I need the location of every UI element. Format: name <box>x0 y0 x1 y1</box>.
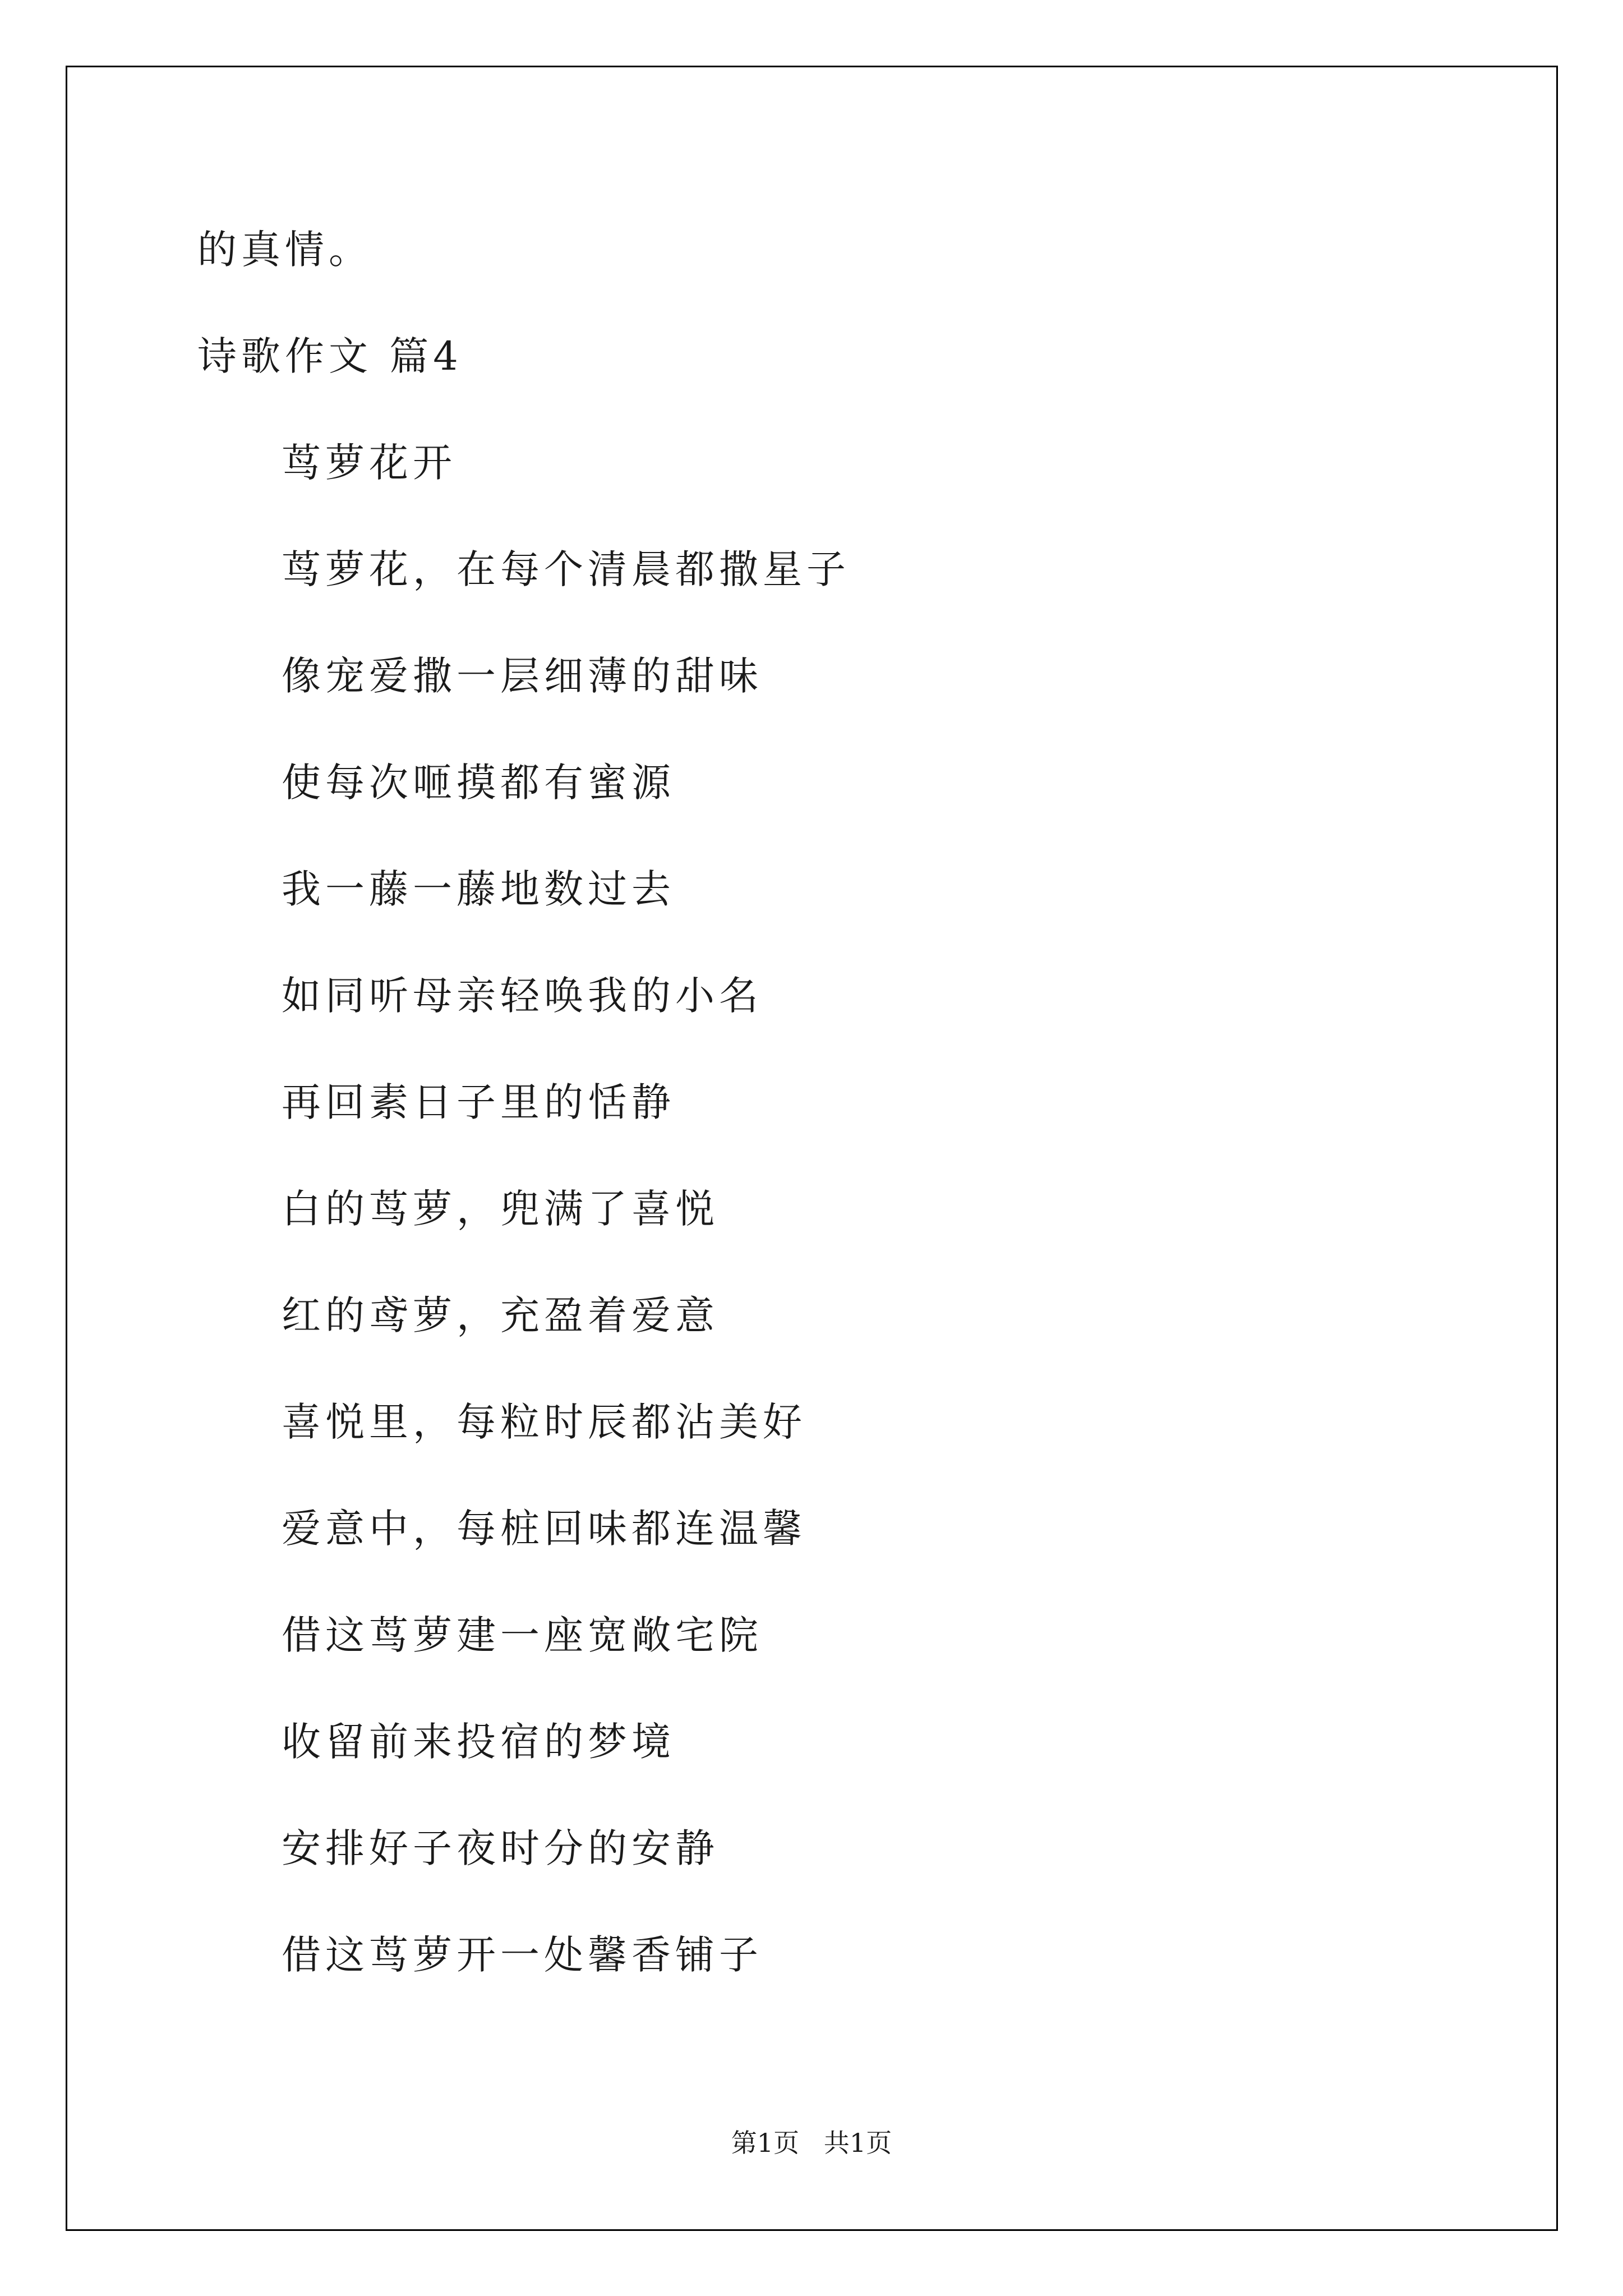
poem-line: 红的鸢萝，充盈着爱意 <box>282 1292 719 1338</box>
poem-line: 借这茑萝建一座宽敞宅院 <box>282 1612 763 1658</box>
poem-line: 喜悦里，每粒时辰都沾美好 <box>282 1399 806 1445</box>
poem-line: 安排好子夜时分的安静 <box>282 1825 719 1871</box>
poem-title: 茑萝花开 <box>282 440 457 486</box>
poem-line: 像宠爱撒一层细薄的甜味 <box>282 653 763 699</box>
poem-line: 我一藤一藤地数过去 <box>282 866 675 912</box>
poem-line: 茑萝花，在每个清晨都撒星子 <box>282 546 850 592</box>
page-number-footer: 第1页 共1页 <box>731 2128 892 2158</box>
poem-line: 白的茑萝，兜满了喜悦 <box>282 1186 719 1232</box>
poem-line: 如同听母亲轻唤我的小名 <box>282 973 763 1019</box>
poem-line: 爱意中，每桩回味都连温馨 <box>282 1506 806 1552</box>
poem-line: 收留前来投宿的梦境 <box>282 1719 675 1765</box>
poem-line: 再回素日子里的恬静 <box>282 1079 675 1125</box>
continuation-text: 的真情。 <box>197 227 372 273</box>
page-border <box>66 66 1558 2231</box>
poem-line: 借这茑萝开一处馨香铺子 <box>282 1932 763 1978</box>
poem-line: 使每次咂摸都有蜜源 <box>282 760 675 806</box>
section-heading: 诗歌作文 篇4 <box>197 333 463 379</box>
